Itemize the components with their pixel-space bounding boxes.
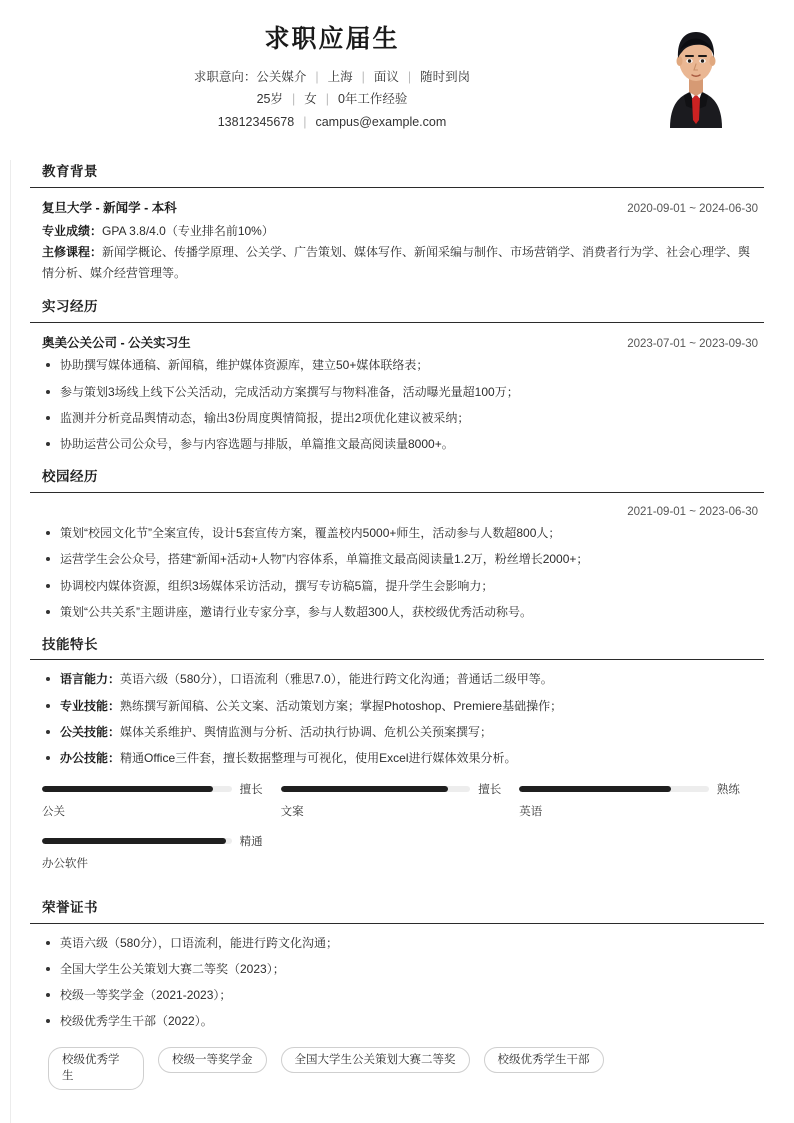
meta-item: 25岁 — [256, 92, 283, 107]
phone-number: 13812345678 — [217, 114, 295, 129]
skill-bar-item — [42, 781, 281, 819]
list-item: 校级优秀学生干部（2022）。 — [42, 1012, 758, 1031]
skill-bar-track — [42, 786, 232, 792]
email-address: campus@example.com — [315, 114, 447, 129]
skill-bar-row — [42, 781, 263, 797]
list-item: 策划“公共关系”主题讲座，邀请行业专家分享，参与人数超300人，获校级优秀活动称号。 — [42, 603, 758, 622]
skill-bar-name: 英语 — [519, 806, 543, 819]
internship-entry — [42, 333, 758, 454]
skills-bullet-list — [42, 670, 758, 768]
meta-separator: | — [325, 92, 329, 107]
list-item: 协助撰写媒体通稿、新闻稿，维护媒体资源库，建立50+媒体联络表； — [42, 356, 758, 375]
meta-separator: | — [315, 70, 319, 84]
section-title: 校园经历 — [42, 469, 98, 485]
list-item — [42, 749, 758, 768]
section-title: 教育背景 — [42, 164, 98, 180]
page-title: 求职应届生 — [264, 25, 400, 53]
field-label: 主修课程： — [42, 245, 103, 260]
section-header-campus — [30, 468, 764, 493]
skill-label: 语言能力： — [60, 672, 121, 687]
skill-bar-fill — [42, 786, 213, 792]
skill-bar-level: 擅长 — [239, 784, 263, 797]
skill-bar-level: 擅长 — [478, 784, 502, 797]
section-education — [30, 163, 764, 284]
list-item: 监测并分析竞品舆情动态，输出3份周度舆情简报，提出2项优化建议被采纳； — [42, 409, 758, 428]
skill-value: 英语六级（580分），口语流利（雅思7.0），能进行跨文化沟通；普通话二级甲等。 — [120, 672, 553, 687]
meta-separator: | — [291, 92, 296, 107]
section-title: 实习经历 — [42, 299, 98, 315]
list-item — [42, 670, 758, 689]
avatar-illustration — [650, 16, 742, 128]
entry-title: 复旦大学 - 新闻学 - 本科 — [42, 200, 177, 215]
meta-item: 0年工作经验 — [337, 92, 408, 107]
section-skills — [30, 636, 764, 885]
honor-tag[interactable]: 校级一等奖学金 — [158, 1047, 267, 1074]
section-body-internship — [30, 333, 764, 454]
entry-header-row — [42, 503, 758, 523]
skill-bar-fill — [42, 838, 226, 844]
section-header-internship — [30, 298, 764, 323]
skill-bar-item — [519, 781, 758, 819]
skill-bar-track — [42, 838, 232, 844]
skill-bar-item — [281, 781, 520, 819]
honor-tag[interactable]: 全国大学生公关策划大赛二等奖 — [281, 1047, 470, 1074]
skill-bar-group — [30, 775, 764, 885]
field-label: 专业成绩： — [42, 224, 103, 239]
skill-bar-row — [519, 781, 740, 797]
meta-separator: | — [361, 70, 365, 84]
field-value: GPA 3.8/4.0（专业排名前10%） — [102, 224, 274, 239]
page-left-rule — [10, 160, 11, 1123]
education-courses-line — [42, 242, 758, 284]
entry-date: 2023-07-01 ~ 2023-09-30 — [627, 337, 758, 350]
avatar — [650, 16, 742, 128]
skill-bar-name: 公关 — [42, 806, 65, 819]
section-title: 技能特长 — [42, 636, 98, 652]
section-title: 荣誉证书 — [42, 900, 98, 916]
internship-bullet-list — [42, 356, 758, 454]
education-gpa-line — [42, 221, 758, 242]
entry-date: 2021-09-01 ~ 2023-06-30 — [627, 505, 758, 518]
skill-bar-item — [42, 833, 281, 871]
meta-line-objective — [30, 68, 634, 87]
list-item: 全国大学生公关策划大赛二等奖（2023）； — [42, 960, 758, 979]
skill-bar-track — [519, 786, 709, 792]
meta-line-personal — [30, 90, 634, 109]
resume-header — [30, 0, 764, 149]
section-header-education — [30, 163, 764, 188]
meta-item: 上海 — [327, 70, 353, 84]
meta-item: 求职意向：公关媒介 — [193, 70, 307, 84]
skill-bar-fill — [281, 786, 448, 792]
skill-bar-row — [281, 781, 502, 797]
entry-title: 奥美公关公司 - 公关实习生 — [42, 335, 191, 350]
meta-line-contact — [30, 113, 634, 132]
list-item: 策划“校园文化节”全案宣传，设计5套宣传方案，覆盖校内5000+师生，活动参与人数超800人； — [42, 524, 758, 543]
section-body-campus — [30, 503, 764, 622]
section-body-honors — [30, 934, 764, 1032]
list-item: 协助运营公司公众号，参与内容选题与排版，单篇推文最高阅读量8000+。 — [42, 435, 758, 454]
section-campus — [30, 468, 764, 622]
entry-header-row — [42, 333, 758, 355]
list-item — [42, 723, 758, 742]
skill-value: 熟练撰写新闻稿、公关文案、活动策划方案；掌握Photoshop、Premiere基础操作； — [120, 698, 563, 713]
section-header-honors — [30, 899, 764, 924]
skill-label: 专业技能： — [60, 698, 121, 713]
skill-value: 精通Office三件套，擅长数据整理与可视化，使用Excel进行媒体效果分析。 — [120, 751, 517, 766]
list-item: 协调校内媒体资源，组织3场媒体采访活动，撰写专访稿5篇，提升学生会影响力； — [42, 577, 758, 596]
field-value: 新闻学概论、传播学原理、公关学、广告策划、媒体写作、新闻采编与制作、市场营销学、消费者行为学、社会心理学、舆情分析、媒介经营管理等。 — [42, 245, 751, 281]
honor-tag[interactable]: 校级优秀学生 — [48, 1047, 144, 1090]
skill-bar-name: 文案 — [280, 806, 304, 819]
skill-bar-track — [281, 786, 471, 792]
meta-item: 女 — [304, 92, 317, 107]
section-honors — [30, 899, 764, 1090]
skill-label: 办公技能： — [60, 751, 121, 766]
skill-bar-row — [42, 833, 263, 849]
section-body-education — [30, 198, 764, 285]
honor-tag[interactable]: 校级优秀学生干部 — [484, 1047, 604, 1074]
entry-date: 2020-09-01 ~ 2024-06-30 — [627, 202, 758, 215]
skill-bar-name: 办公软件 — [42, 858, 88, 871]
campus-entry — [42, 503, 758, 622]
skill-bar-level: 精通 — [239, 836, 263, 849]
honors-bullet-list — [42, 934, 758, 1032]
skill-label: 公关技能： — [60, 724, 121, 739]
section-internship — [30, 298, 764, 454]
list-item: 英语六级（580分），口语流利，能进行跨文化沟通； — [42, 934, 758, 953]
list-item: 校级一等奖学金（2021-2023）； — [42, 986, 758, 1005]
meta-separator: | — [407, 70, 412, 84]
list-item: 运营学生会公众号，搭建“新闻+活动+人物”内容体系，单篇推文最高阅读量1.2万，粉丝增长2000+； — [42, 550, 758, 569]
meta-item: 面议 — [373, 70, 399, 84]
list-item: 参与策划3场线上线下公关活动，完成活动方案撰写与物料准备，活动曝光量超100万； — [42, 383, 758, 402]
skill-value: 媒体关系维护、舆情监测与分析、活动执行协调、危机公关预案撰写； — [120, 724, 493, 739]
entry-header-row — [42, 198, 758, 220]
skill-bar-fill — [519, 786, 671, 792]
honor-tag-group — [30, 1039, 764, 1090]
skill-bar-level: 熟练 — [716, 784, 740, 797]
meta-separator: | — [303, 114, 307, 129]
list-item — [42, 697, 758, 716]
section-header-skills — [30, 636, 764, 661]
section-body-skills — [30, 670, 764, 768]
meta-item: 随时到岗 — [420, 70, 471, 84]
education-entry — [42, 198, 758, 285]
campus-bullet-list — [42, 524, 758, 622]
